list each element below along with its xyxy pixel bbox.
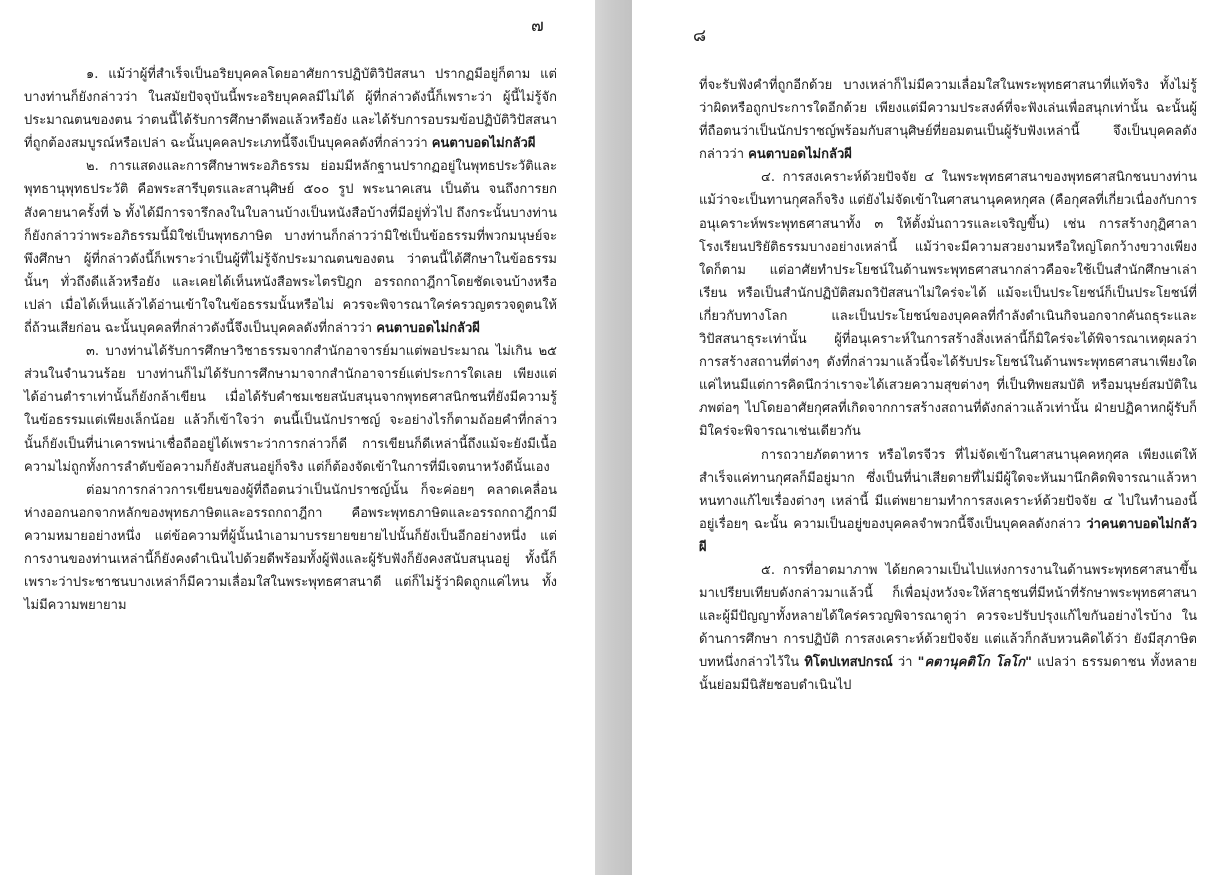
right-page <box>632 0 1221 875</box>
paragraph-text: ๕. การที่อาตมาภาพ ได้ยกความเป็นไปแห่งการงานในด้านพระพุทธศาสนาขึ้นมาเปรียบเทียบดังกล่าวมาแล้วนี้ ก็เพื่อมุ่งหวังจะให้สาธุชนที่มีหน้าที่รักษาพระพุทธศาสนา และผู้มีปัญญาทั้งหลายได้ใคร่ครวญพิจารณาดูว่า ควรจะปรับปรุงแก้ไขกันอย่างไรบ้าง ในด้านการศึกษา การปฏิบัติ การสงเคราะห์ด้วยปัจจัย แต่แล้วก็กลับหวนคิดได้ว่า ยังมีสุภาษิตบทหนึ่งกล่าวไว้ใน <box>699 562 1197 671</box>
paragraph <box>699 166 1197 443</box>
bold-phrase: คนตาบอดไม่กลัวผี <box>431 136 536 152</box>
page-body <box>699 74 1197 698</box>
bold-phrase: ทิโตปเทสปกรณ์ <box>804 655 893 671</box>
bold-phrase: คนตาบอดไม่กลัวผี <box>376 321 480 337</box>
paragraph-text: การถวายภัตตาหาร หรือไตรจีวร ที่ไม่จัดเข้าในศาสนานุคคหกุศล เพียงแต่ให้สำเร็จแค่ทานกุศลก็มีอยู่มาก ซึ่งเป็นที่น่าเสียดายที่ไม่มีผู้ใดจะหันมานึกคิดพิจารณาแล้วหาหนทางแก้ไขเรื่องต่างๆ เหล่านี้ มีแต่พยายามทำการสงเคราะห์ด้วยปัจจัย ๔ ไปในทำนองนี้ อยู่เรื่อยๆ ฉะนั้น ความเป็นอยู่ของบุคคลจำพวกนี้จึงเป็นบุคคลดังกล่าว <box>699 447 1197 532</box>
paragraph-text: ๑. แม้ว่าผู้ที่สำเร็จเป็นอริยบุคคลโดยอาศัยการปฏิบัติวิปัสสนา ปรากฏมีอยู่ก็ตาม แต่บางท่านก็ยังกล่าวว่า ในสมัยปัจจุบันนี้พระอริยบุคคลมีไม่ได้ ผู้ที่กล่าวดังนี้ก็เพราะว่า ผู้นี้ไม่รู้จักประมาณตนของตน ว่าตนนี้ได้รับการศึกษาดีพอแล้วหรือยัง และได้รับการอบรมข้อปฏิบัติวิปัสสนาที่ถูกต้องสมบูรณ์หรือเปล่า ฉะนั้นบุคคลประเภทนี้จึงเป็นบุคคลดังที่กล่าวว่า <box>24 67 557 152</box>
paragraph <box>24 479 557 618</box>
quoted-proverb: "คตานุคติโก โลโก" <box>917 655 1032 671</box>
paragraph-text: ๓. บางท่านได้รับการศึกษาวิชาธรรมจากสำนักอาจารย์มาแต่พอประมาณ ไม่เกิน ๒๕ ส่วนในจำนวนร้อย บางท่านก็ไม่ได้รับการศึกษามาจากสำนักอาจารย์แต่ประการใดเลย เพียงแต่ได้อ่านตำราเท่านั้นก็ยังกล้าเขียน เมื่อได้รับคำชมเชยสนับสนุนจากพุทธศาสนิกชนที่ยังมีความรู้ในข้อธรรมแต่เพียงเล็กน้อย แล้วก็เข้าใจว่า ตนนี้เป็นนักปราชญ์ จะอย่างไรก็ตามถ้อยคำที่กล่าวนั้นก็ยังเป็นที่น่าเคารพน่าเชื่อถืออยู่ได้เพราะว่าการกล่าวก็ดี การเขียนก็ดีเหล่านี้ถึงแม้จะยังมีเนื้อความไม่ถูกทั้งการลำดับข้อความก็ยังสับสนอยู่ก็จริง แต่ก็ต้องจัดเข้าในการที่มีเจตนาหวังดีนั้นเอง <box>24 344 557 475</box>
paragraph <box>24 155 557 340</box>
paragraph-text: ๒. การแสดงและการศึกษาพระอภิธรรม ย่อมมีหลักฐานปรากฏอยู่ในพุทธประวัติและพุทธานุพุทธประวัติ คือพระสารีบุตรและสานุศิษย์ ๕๐๐ รูป พระนาคเสน เป็นต้น จนถึงการยกสังคายนาครั้งที่ ๖ ทั้งได้มีการจารึกลงในใบลานบ้างเป็นหนังสือบ้างที่มีอยู่ทั่วไป ถึงกระนั้นบางท่านก็ยังกล่าวว่าพระอภิธรรมนี้มิใช่เป็นพุทธภาษิต บางท่านก็กล่าวว่ามิใช่เป็นข้อธรรมที่พวกมนุษย์จะพึงศึกษา ผู้ที่กล่าวดังนี้ก็เพราะว่าเป็นผู้ที่ไม่รู้จักประมาณตนของตน ว่าตนนี้ได้ศึกษาในข้อธรรมนั้นๆ ทั่วถึงดีแล้วหรือยัง และเคยได้เห็นหนังสือพระไตรปิฎก อรรถกถาฎีกาโดยชัดเจนบ้างหรือเปล่า เมื่อได้เห็นแล้วได้อ่านเข้าใจในข้อธรรมนั้นหรือไม่ ควรจะพิจารณาใคร่ครวญตรวจดูตนให้ถี่ถ้วนเสียก่อน ฉะนั้นบุคคลที่กล่าวดังนี้จึงเป็นบุคคลดังที่กล่าวว่า <box>24 159 557 337</box>
paragraph-text: ๔. การสงเคราะห์ด้วยปัจจัย ๔ ในพระพุทธศาสนาของพุทธศาสนิกชนบางท่านแม้ว่าจะเป็นทานกุศลก็จริง แต่ยังไม่จัดเข้าในศาสนานุคคหกุศล (คือกุศลที่เกี่ยวเนื่องกับการอนุเคราะห์พระพุทธศาสนาทั้ง ๓ ให้ตั้งมั่นถาวรและเจริญขึ้น) เช่น การสร้างกุฏิศาลา โรงเรียนปริยัติธรรมบางอย่างเหล่านี้ แม้ว่าจะมีความสวยงามหรือใหญ่โตกว้างขวางเพียงใดก็ตาม แต่อาศัยทำประโยชน์ในด้านพระพุทธศาสนากล่าวคือจะใช้เป็นสำนักศึกษาเล่าเรียน หรือเป็นสำนักปฏิบัติสมถวิปัสสนาไม่ใคร่จะได้ แม้จะเป็นประโยชน์ก็เป็นประโยชน์ที่เกี่ยวกับทางโลก และเป็นประโยชน์ของบุคคลที่กำลังดำเนินกิจนอกจากคันถธุระและวิปัสสนาธุระเท่านั้น ผู้ที่อนุเคราะห์ในการสร้างสิ่งเหล่านี้ก็มิใคร่จะได้พิจารณาเหตุผลว่า การสร้างสถานที่ต่างๆ ดังที่กล่าวมาแล้วนี้จะได้รับประโยชน์ในด้านพระพุทธศาสนาเพียงใดแค่ไหนมีแต่การคิดนึกว่าเราจะได้เสวยความสุขต่างๆ ที่เป็นทิพยสมบัติ หรือมนุษย์สมบัติในภพต่อๆ ไปโดยอาศัยกุศลที่เกิดจากการสร้างสถานที่ดังกล่าวแล้วเท่านั้น ฝ่ายปฏิคาหกผู้รับก็มิใคร่จะพิจารณาเช่นเดียวกัน <box>699 170 1197 440</box>
paragraph <box>24 63 557 155</box>
page-number: ๘ <box>693 26 707 46</box>
left-page <box>0 0 595 875</box>
paragraph <box>699 444 1197 559</box>
paragraph-text: แปลว่า ธรรมดาชน ทั้งหลายนั้นย่อมมีนิสัยชอบดำเนินไป <box>699 655 1197 694</box>
paragraph-text: ที่จะรับฟังคำที่ถูกอีกด้วย บางเหล่าก็ไม่มีความเลื่อมใสในพระพุทธศาสนาที่แท้จริง ทั้งไม่รู้ว่าผิดหรือถูกประการใดอีกด้วย เพียงแต่มีความประสงค์ที่จะฟังเล่นเพื่อสนุกเท่านั้น ฉะนั้นผู้ที่ถือตนว่าเป็นนักปราชญ์พร้อมกับสานุศิษย์ที่ยอมตนเป็นผู้รับฟังเหล่านี้ จึงเป็นบุคคลดังกล่าวว่า <box>699 78 1197 163</box>
bold-phrase: ว่าคนตาบอดไม่กลัวผี <box>699 516 1197 555</box>
bold-phrase: คนตาบอดไม่กลัวผี <box>748 147 852 163</box>
paragraph-text: ว่า <box>892 655 918 671</box>
paragraph <box>24 340 557 479</box>
page-body <box>24 63 557 617</box>
paragraph <box>699 74 1197 166</box>
paragraph-text: ต่อมาการกล่าวการเขียนของผู้ที่ถือตนว่าเป็นนักปราชญ์นั้น ก็จะค่อยๆ คลาดเคลื่อน ห่างออกนอกจากหลักของพุทธภาษิตและอรรถกถาฎีกา คือพระพุทธภาษิตและอรรถกถาฎีกามีความหมายอย่างหนึ่ง แต่ข้อความที่ผู้นั้นนำเอามาบรรยายขยายไปนั้นก็ยังเป็นอีกอย่างหนึ่ง แต่การงานของท่านเหล่านี้ก็ยังคงดำเนินไปด้วยดีพร้อมทั้งผู้ฟังและผู้รับฟังก็ยังคงสนับสนุนอยู่ ทั้งนี้ก็เพราะว่าประชาชนบางเหล่าก็มีความเลื่อมใสในพระพุทธศาสนาดี แต่ก็ไม่รู้ว่าผิดถูกแค่ไหน ทั้งไม่มีความพยายาม <box>24 482 557 614</box>
page-number: ๗ <box>531 16 544 36</box>
book-gutter <box>595 0 632 875</box>
paragraph <box>699 559 1197 698</box>
